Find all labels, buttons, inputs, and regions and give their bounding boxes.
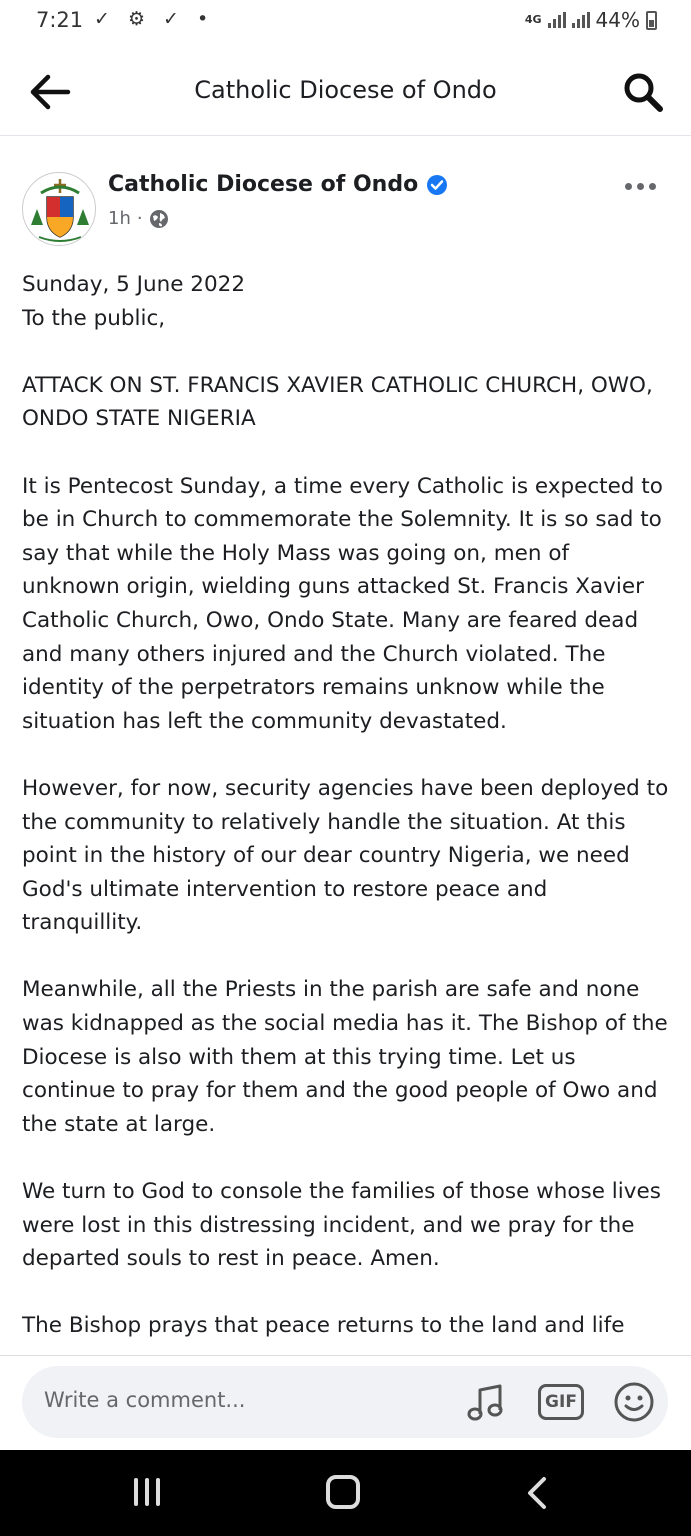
music-note-icon[interactable]	[464, 1380, 508, 1424]
search-button[interactable]	[621, 70, 665, 114]
post-author[interactable]	[108, 172, 448, 197]
notification-icons: ✓ ⚙ ✓ •	[94, 8, 215, 30]
emoji-icon[interactable]	[612, 1380, 656, 1424]
nav-back-icon[interactable]	[520, 1475, 554, 1511]
battery-percent: 44%	[595, 8, 640, 32]
status-time: 7:21	[36, 8, 84, 32]
signal-icon	[548, 12, 566, 28]
comment-input[interactable]	[22, 1366, 668, 1438]
page-title: Catholic Diocese of Ondo	[194, 76, 497, 104]
post-author-name[interactable]: Catholic Diocese of Ondo	[108, 172, 419, 197]
search-icon	[621, 70, 665, 114]
more-options-icon[interactable]	[625, 176, 661, 196]
globe-icon	[149, 209, 169, 229]
back-button[interactable]	[24, 70, 72, 114]
status-right-group	[525, 8, 657, 32]
gif-button[interactable]: GIF	[538, 1384, 584, 1420]
meta-separator: ·	[136, 208, 143, 229]
signal-icon-2	[572, 12, 590, 28]
post-paragraph: We turn to God to console the families of those whose lives were lost in this distressing incident, and we pray for the departed souls to rest in peace. Amen.	[22, 1179, 661, 1272]
system-nav-bar	[0, 1450, 691, 1536]
network-type-icon: 4G	[524, 13, 542, 26]
page-avatar[interactable]	[22, 172, 96, 246]
app-header	[0, 44, 691, 136]
comment-bar	[0, 1355, 691, 1450]
post-paragraph-heading: ATTACK ON ST. FRANCIS XAVIER CATHOLIC CHURCH, OWO, ONDO STATE NIGERIA	[22, 372, 653, 432]
recent-apps-button[interactable]	[134, 1478, 166, 1508]
post-text	[22, 268, 672, 1355]
post-paragraph: However, for now, security agencies have been deployed to the community to relatively handle the situation. At this point in the history of our dear country Nigeria, we need God's ultimate intervention to restore peace and tranquillity.	[22, 775, 669, 936]
diocese-crest-icon	[23, 173, 96, 246]
arrow-left-icon	[24, 70, 72, 114]
comment-placeholder: Write a comment...	[44, 1388, 246, 1412]
post-paragraph: Meanwhile, all the Priests in the parish are safe and none was kidnapped as the social media has it. The Bishop of the Diocese is also with them at this trying time. Let us continue to pray for them and the good people of Owo and the state at large.	[22, 977, 668, 1137]
post-paragraph: It is Pentecost Sunday, a time every Catholic is expected to be in Church to commemorate the Solemnity. It is so sad to say that while the Holy Mass was going on, men of unknown origin, wielding guns attacked St. Francis Xavier Catholic Church, Owo, Ondo State. Many are feared dead and many others injured and the Church violated. The identity of the perpetrators remains unknow while the situation has left the community devastated.	[22, 473, 663, 734]
post-paragraph-date: Sunday, 5 June 2022 To the public,	[22, 272, 245, 331]
post-meta	[108, 208, 169, 229]
home-button[interactable]	[326, 1475, 360, 1509]
post-header	[0, 160, 691, 250]
status-bar	[0, 0, 691, 44]
post-time[interactable]: 1h	[108, 208, 131, 229]
post-paragraph-truncated: The Bishop prays that peace returns to the land and life	[22, 1313, 625, 1339]
battery-icon	[646, 11, 657, 30]
verified-badge-icon	[426, 174, 448, 196]
